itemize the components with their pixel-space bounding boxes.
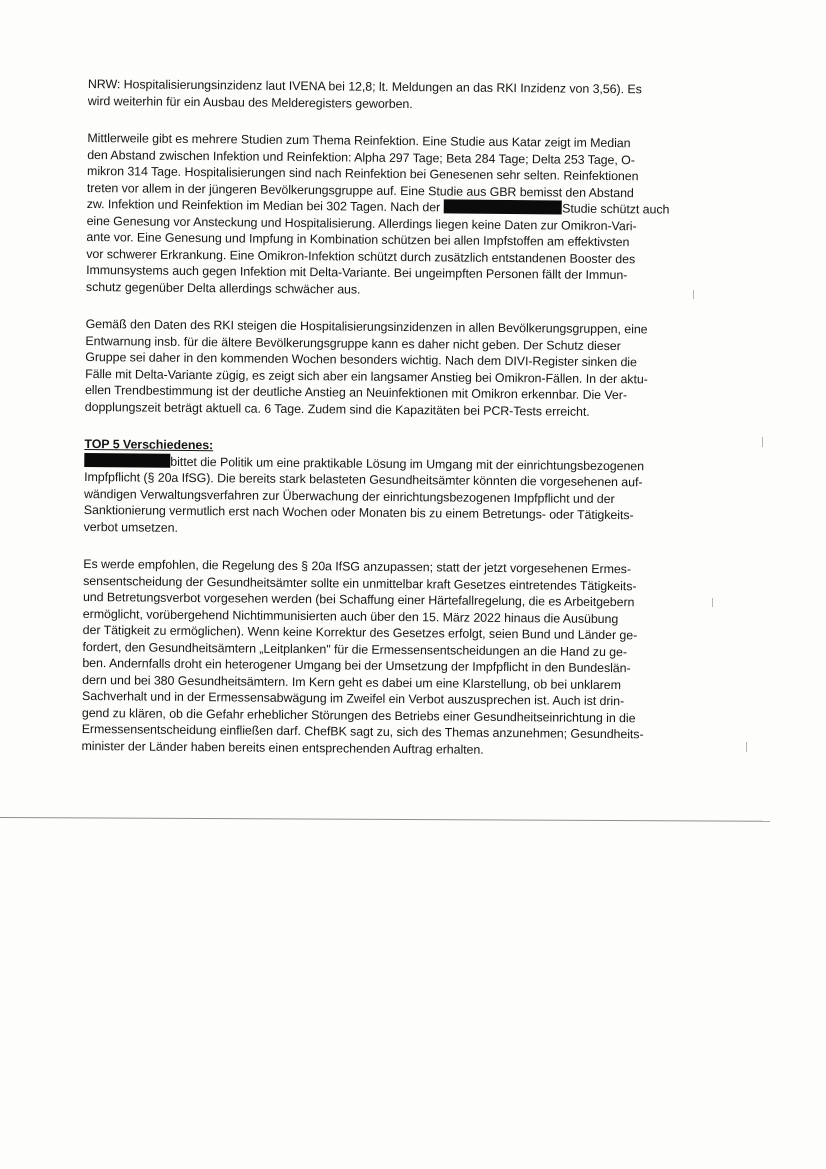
text-line: NRW: Hospitalisierungsinzidenz laut IVENA bei 12,8; lt. Meldungen an das RKI Inzidenz von 3,56). Es [87,76,642,97]
text-line: Sanktionierung vermutlich erst nach Wochen oder Monaten bis zu einem Betretungs- oder Tätigkeits- [83,502,634,523]
redaction-bar [444,199,562,214]
paragraph-rki-daten [85,316,716,421]
document-page [81,76,718,781]
text-segment: Studie schützt auch [562,201,670,217]
text-line: verbot umsetzen. [83,519,178,535]
text-line: dern und bei 380 Gesundheitsämtern. Im Kern geht es dabei um eine Klarstellung, ob bei unklarem [82,672,621,692]
text-line: Gemäß den Daten des RKI steigen die Hospitalisierungsinzidenzen in allen Bevölkerungsgruppen, eine [85,316,648,337]
redaction-bar [84,452,170,467]
text-line: sensentscheidung der Gesundheitsämter sollte ein unmittelbar kraft Gesetzes eintretendes Tätigkeits- [83,573,637,593]
text-line: ellen Trendbestimmung ist der deutliche Anstieg an Neuinfektionen mit Omikron erkennbar. Die Ver- [84,382,628,403]
text-segment: bittet die Politik um eine praktikable Lösung im Umgang mit der einrichtungsbezogenen [170,454,645,473]
text-line: minister der Länder haben bereits einen entsprechenden Auftrag erhalten. [81,738,484,757]
scan-mark [712,598,713,607]
text-line: schutz gegenüber Delta allerdings schwächer aus. [85,279,361,297]
text-line: gend zu klären, ob die Gefahr erheblicher Störungen des Betriebs einer Gesundheitseinrichtung in die [81,705,636,725]
text-line: Es werde empfohlen, die Regelung des § 20a IfSG anzupassen; statt der jetzt vorgesehenen Ermes- [83,556,632,577]
section-top5 [84,436,715,541]
text-line: Ermessensentscheidung einfließen darf. ChefBK sagt zu, sich des Themas anzunehmen; Gesundheits- [81,721,644,742]
page-bottom-rule [0,817,770,822]
text-line: treten vor allem in der jüngeren Bevölkerungsgruppe auf. Eine Studie aus GBR bemisst den Abstand [86,180,634,200]
text-line: eine Genesung vor Ansteckung und Hospitalisierung. Allerdings liegen keine Daten zur Omikron-Vari- [86,213,637,233]
section-heading: TOP 5 Verschiedenes: [84,436,214,453]
scan-mark [762,437,763,447]
text-line: Gruppe sei daher in den kommenden Wochen besonders wichtig. Nach dem DIVI-Register sinken die [85,349,637,370]
text-line: ante vor. Eine Genesung und Impfung in Kombination schützen bei allen Impfstoffen am effektivsten [86,229,630,250]
text-line: und Betretungsverbot vorgesehen werden (bei Schaffung einer Härtefallregelung, die es Arbeitgebern [82,589,635,610]
text-line: vor schwerer Erkrankung. Eine Omikron-Infektion schützt durch zusätzlich entstandenen Booster des [86,246,636,266]
text-line: Sachverhalt und in der Ermessensabwägung im Zweifel ein Verbot auszusprechen ist. Auch ist drin- [81,688,625,709]
text-segment: zw. Infektion und Reinfektion im Median bei 302 Tagen. Nach der [86,196,441,215]
paragraph-reinfektion [86,130,718,301]
text-line: den Abstand zwischen Infektion und Reinfektion: Alpha 297 Tage; Beta 284 Tage; Delta 253 Tage, O- [87,147,635,167]
text-line: fordert, den Gesundheitsämtern „Leitplanken" für die Ermessensentscheidungen an die Hand zu ge- [82,639,628,659]
scan-mark [746,742,747,752]
text-line: Fälle mit Delta-Variante zügig, es zeigt sich aber ein langsamer Anstieg bei Omikron-Fällen. In der aktu- [85,366,648,386]
text-line: Mittlerweile gibt es mehrere Studien zum Thema Reinfektion. Eine Studie aus Katar zeigt im Median [87,130,631,151]
paragraph-empfehlung [81,556,713,760]
text-line: dopplungszeit beträgt aktuell ca. 6 Tage. Zudem sind die Kapazitäten bei PCR-Tests erreicht. [84,399,590,419]
paragraph-nrw [88,76,718,115]
text-line: mikron 314 Tage. Hospitalisierungen sind nach Reinfektion bei Genesenen sehr selten. Reinfektionen [87,163,639,184]
text-line: ermöglicht, vorübergehend Nichtimmunisierten auch über den 15. März 2022 hinaus die Ausübung [82,606,619,626]
text-line: wird weiterhin für ein Ausbau des Melderegisters geworben. [87,93,413,111]
scan-mark [693,290,694,299]
text-line: wändigen Verwaltungsverfahren zur Überwachung der einrichtungsbezogenen Impfpflicht und der [83,486,615,506]
text-line: der Tätigkeit zu ermöglichen). Wenn keine Korrektur des Gesetzes erfolgt, seien Bund und Länder ge- [82,622,638,643]
text-line: Impfpflicht (§ 20a IfSG). Die bereits stark belasteten Gesundheitsämter könnten die vorgesehenen auf- [84,469,643,490]
text-line: Entwarnung insb. für die ältere Bevölkerungsgruppe kann es daher nicht geben. Der Schutz dieser [85,333,621,353]
text-line: ben. Andernfalls droht ein heterogener Umgang bei der Umsetzung der Impfpflicht in den Bundeslän- [82,655,631,676]
text-line: Immunsystems auch gegen Infektion mit Delta-Variante. Bei ungeimpften Personen fällt der Immun- [86,262,628,283]
